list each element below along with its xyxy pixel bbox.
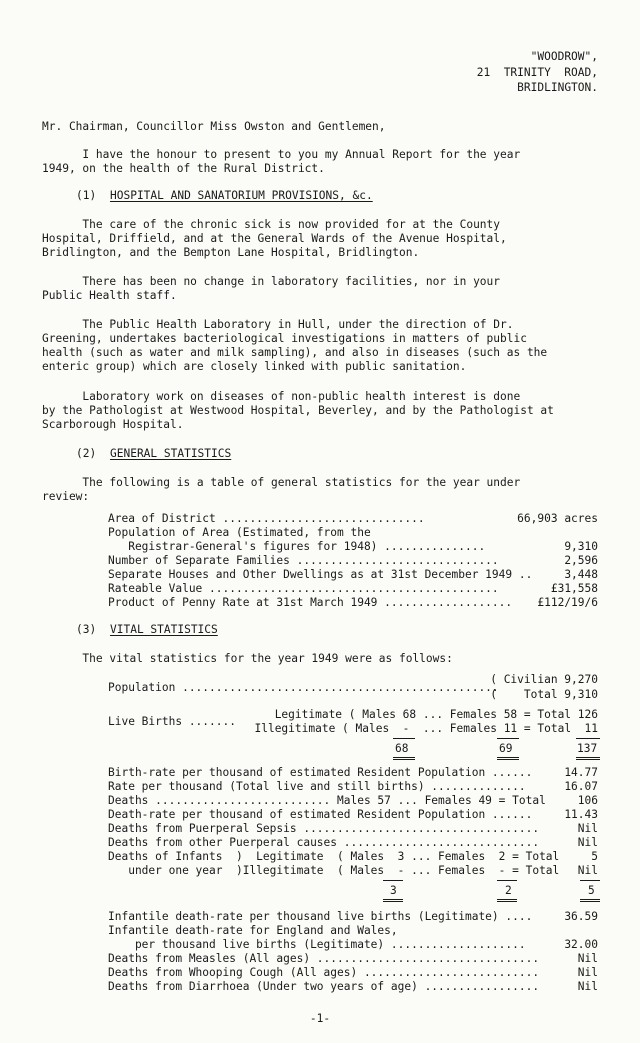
vital-row-label: Deaths from Measles (All ages) ................................. xyxy=(108,952,540,965)
vital-row-label: Deaths from Puerperal Sepsis ................................... xyxy=(108,822,540,835)
births-double-rule-females xyxy=(497,757,519,760)
vital-row-value: 32.00 xyxy=(564,938,598,951)
s2-intro-line-2: review: xyxy=(42,490,90,503)
s3-intro: The vital statistics for the year 1949 were as follows: xyxy=(42,652,453,665)
intro-line-2: 1949, on the health of the Rural District. xyxy=(42,162,325,175)
births-rule-females xyxy=(497,738,519,739)
s1-p3-line-1: The Public Health Laboratory in Hull, under the direction of Dr. xyxy=(42,318,514,331)
births-rule-males xyxy=(393,738,415,739)
stat-row-label: Registrar-General's figures for 1948) ............... xyxy=(108,540,486,553)
stat-row-value: 66,903 acres xyxy=(517,512,598,525)
infant-deaths-legitimate-value: 5 xyxy=(591,850,598,863)
infant-deaths-illegitimate-value: Nil xyxy=(577,864,598,877)
infant-double-rule-males xyxy=(383,899,403,902)
s1-p2-line-1: There has been no change in laboratory facilities, nor in your xyxy=(42,275,501,288)
s1-p4-line-2: by the Pathologist at Westwood Hospital, Beverley, and by the Pathologist at xyxy=(42,404,554,417)
s1-p3-line-4: enteric group) which are closely linked with public sanitation. xyxy=(42,360,467,373)
infant-rule-males xyxy=(383,880,403,881)
page-number: -1- xyxy=(309,1012,331,1025)
stat-row-label: Rateable Value ........................................... xyxy=(108,582,499,595)
live-births-label: Live Births ....... xyxy=(108,715,236,728)
infant-rule-total xyxy=(580,880,600,881)
s1-p1-line-2: Hospital, Driffield, and at the General Wards of the Avenue Hospital, xyxy=(42,232,507,245)
section-3-title: VITAL STATISTICS xyxy=(110,623,218,636)
vital-row-value: 11.43 xyxy=(564,808,598,821)
s1-p4-line-1: Laboratory work on diseases of non-public health interest is done xyxy=(42,390,521,403)
infant-double-rule-total xyxy=(580,899,600,902)
vital-row-label: Infantile death-rate for England and Wales, xyxy=(108,924,398,937)
births-total-females: 69 xyxy=(499,742,513,755)
population-civilian: ( Civilian 9,270 xyxy=(490,673,598,686)
address-line-1: "WOODROW", xyxy=(530,50,598,63)
vital-row-value: Nil xyxy=(577,836,598,849)
infant-rule-females xyxy=(497,880,517,881)
births-illegitimate: Illegitimate ( Males - ... Females 11 = Total 11 xyxy=(254,722,598,735)
s1-p3-line-3: health (such as water and milk sampling), and also in diseases (such as the xyxy=(42,346,548,359)
vital-row-label: Infantile death-rate per thousand live births (Legitimate) .... xyxy=(108,910,533,923)
stat-row-value: 9,310 xyxy=(564,540,598,553)
births-total-males: 68 xyxy=(395,742,409,755)
vital-row-label: Deaths from Diarrhoea (Under two years of age) ................. xyxy=(108,980,540,993)
vital-row-value: 36.59 xyxy=(564,910,598,923)
address-line-2: 21 TRINITY ROAD, xyxy=(476,66,598,79)
vital-row-label: Deaths .......................... Males 57 ... Females 49 = Total xyxy=(108,794,546,807)
births-total-all: 137 xyxy=(577,742,598,755)
infant-deaths-illegitimate: under one year )Illegitimate ( Males - ... Females - = Total xyxy=(108,864,560,877)
vital-row-label: Deaths from Whooping Cough (All ages) .......................... xyxy=(108,966,540,979)
population-label: Population ............................................... xyxy=(108,681,499,694)
stat-row-label: Number of Separate Families .............................. xyxy=(108,554,499,567)
vital-row-label: Death-rate per thousand of estimated Resident Population ...... xyxy=(108,808,533,821)
s1-p1-line-1: The care of the chronic sick is now provided for at the County xyxy=(42,218,501,231)
s1-p3-line-2: Greening, undertakes bacteriological investigations in matters of public xyxy=(42,332,527,345)
address-line-3: BRIDLINGTON. xyxy=(517,81,598,94)
section-2-title: GENERAL STATISTICS xyxy=(110,447,232,460)
s1-p1-line-3: Bridlington, and the Bempton Lane Hospital, Bridlington. xyxy=(42,246,420,259)
vital-row-value: 106 xyxy=(577,794,598,807)
vital-row-label: Rate per thousand (Total live and still births) .............. xyxy=(108,780,526,793)
section-3-number: (3) xyxy=(76,623,97,636)
infant-total-females: 2 xyxy=(505,884,512,897)
stat-row-label: Population of Area (Estimated, from the xyxy=(108,526,371,539)
births-legitimate: Legitimate ( Males 68 ... Females 58 = Total 126 xyxy=(274,708,598,721)
vital-row-value: Nil xyxy=(577,966,598,979)
vital-row-label: Birth-rate per thousand of estimated Resident Population ...... xyxy=(108,766,533,779)
infant-double-rule-females xyxy=(497,899,517,902)
vital-row-label: Deaths from other Puerperal causes ............................. xyxy=(108,836,540,849)
stat-row-value: 3,448 xyxy=(564,568,598,581)
stat-row-value: £112/19/6 xyxy=(537,596,598,609)
s1-p2-line-2: Public Health staff. xyxy=(42,289,177,302)
stat-row-value: 2,596 xyxy=(564,554,598,567)
vital-row-value: 16.07 xyxy=(564,780,598,793)
stat-row-label: Product of Penny Rate at 31st March 1949 ................... xyxy=(108,596,513,609)
stat-row-value: £31,558 xyxy=(550,582,598,595)
infant-deaths-legitimate: Deaths of Infants ) Legitimate ( Males 3 ... Females 2 = Total xyxy=(108,850,560,863)
infant-total-all: 5 xyxy=(588,884,595,897)
stat-row-label: Separate Houses and Other Dwellings as at 31st December 1949 .. xyxy=(108,568,533,581)
vital-row-value: Nil xyxy=(577,822,598,835)
vital-row-value: Nil xyxy=(577,980,598,993)
s2-intro-line-1: The following is a table of general statistics for the year under xyxy=(42,476,521,489)
salutation: Mr. Chairman, Councillor Miss Owston and Gentlemen, xyxy=(42,120,386,133)
births-rule-total xyxy=(576,738,600,739)
intro-line-1: I have the honour to present to you my Annual Report for the year xyxy=(42,148,521,161)
section-1-number: (1) xyxy=(76,189,97,202)
infant-total-males: 3 xyxy=(390,884,397,897)
stat-row-label: Area of District .............................. xyxy=(108,512,425,525)
section-1-title: HOSPITAL AND SANATORIUM PROVISIONS, &c. xyxy=(110,189,373,202)
births-double-rule-males xyxy=(393,757,415,760)
section-2-number: (2) xyxy=(76,447,97,460)
vital-row-label: per thousand live births (Legitimate) .................... xyxy=(108,938,526,951)
s1-p4-line-3: Scarborough Hospital. xyxy=(42,418,184,431)
population-total: ( Total 9,310 xyxy=(490,688,598,701)
vital-row-value: 14.77 xyxy=(564,766,598,779)
vital-row-value: Nil xyxy=(577,952,598,965)
births-double-rule-total xyxy=(576,757,600,760)
